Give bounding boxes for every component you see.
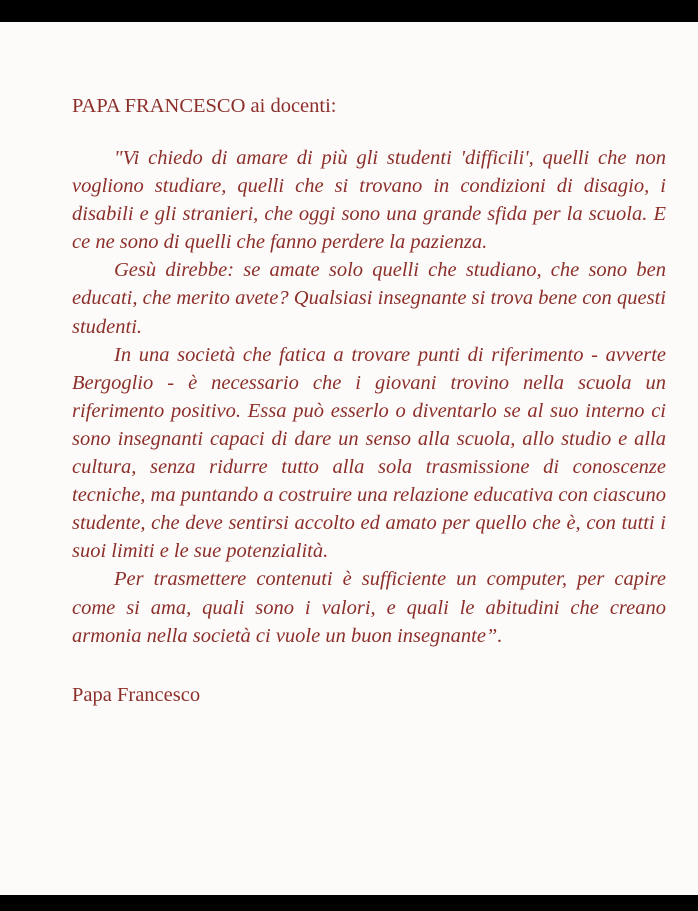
document-heading: PAPA FRANCESCO ai docenti: — [72, 95, 337, 117]
quote-paragraph: Per trasmettere contenuti è sufficiente un computer, per capire come si ama, quali sono i valori, e quali le abitudini che creano armonia nella società ci vuole un buon insegnante”. — [72, 568, 666, 647]
document-page — [0, 22, 698, 895]
quote-paragraph: In una società che fatica a trovare punti di riferimento - avverte Bergoglio - è necessario che i giovani trovino nella scuola un riferimento positivo. Essa può esserlo o diventarlo se al suo interno ci sono insegnanti capaci di dare un senso alla scuola, allo studio e alla cultura, senza ridurre tutto alla sola trasmissione di conoscenze tecniche, ma puntando a costruire una relazione educativa con ciascuno studente, che deve sentirsi accolto ed amato per quello che è, con tutti i suoi limiti e le sue potenzialità. — [72, 343, 666, 563]
quote-paragraph: "Vi chiedo di amare di più gli studenti 'difficili', quelli che non vogliono studiare, quelli che si trovano in condizioni di disagio, i disabili e gli stranieri, che oggi sono una grande sfida per la scuola. E ce ne sono di quelli che fanno perdere la pazienza. — [72, 147, 666, 254]
quote-body — [72, 144, 666, 650]
quote-paragraph: Gesù direbbe: se amate solo quelli che studiano, che sono ben educati, che merito avete? Qualsiasi insegnante si trova bene con questi studenti. — [72, 259, 666, 338]
letter-content — [72, 92, 666, 709]
signature: Papa Francesco — [72, 683, 201, 706]
